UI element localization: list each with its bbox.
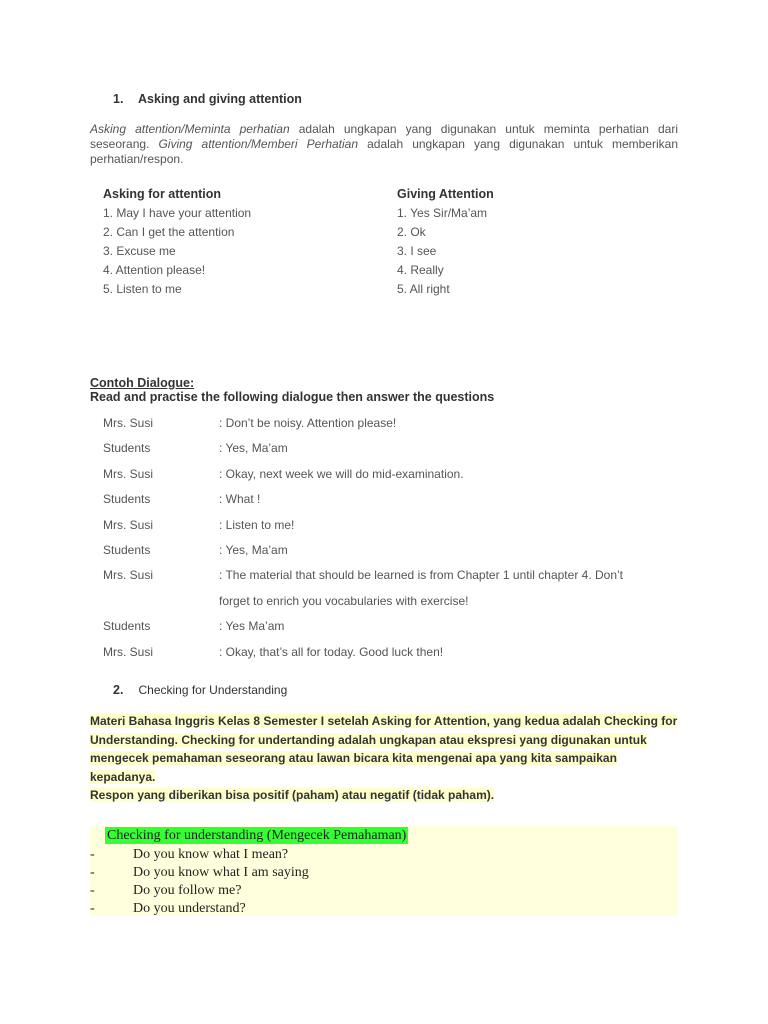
dialogue-speaker: Mrs. Susi xyxy=(103,517,154,532)
intro-text-1: adalah ungkapan yang digunakan untuk meminta perhatian dari seseorang. xyxy=(90,122,678,151)
dialogue-text: : Okay, that’s all for today. Good luck then! xyxy=(219,644,444,659)
section-2-paragraph xyxy=(90,712,678,805)
paragraph-line: Understanding. Checking for undertanding adalah ungkapan atau ekspresi yang digunakan untuk xyxy=(90,732,647,747)
bullet-dash: - xyxy=(90,865,95,880)
dialogue-line xyxy=(103,539,673,564)
asking-item: 4. Attention please! xyxy=(103,263,206,277)
giving-item: 3. I see xyxy=(397,244,437,258)
checking-item-text: Do you follow me? xyxy=(133,883,242,898)
giving-column xyxy=(397,186,494,300)
section-1-intro xyxy=(90,122,678,167)
giving-item: 1. Yes Sir/Ma’am xyxy=(397,206,488,220)
dialogue-line xyxy=(103,437,673,462)
dialogue-line xyxy=(103,590,673,615)
dialogue-line xyxy=(103,615,673,640)
paragraph-line: Respon yang diberikan bisa positif (paham) atau negatif (tidak paham). xyxy=(90,788,495,803)
dialogue-text: : Yes Ma’am xyxy=(219,619,285,634)
dialogue-speaker: Mrs. Susi xyxy=(103,644,154,659)
checking-item-text: Do you know what I mean? xyxy=(133,847,289,862)
dialogue-text: : Yes, Ma’am xyxy=(219,441,288,456)
bullet-dash: - xyxy=(90,847,95,862)
checking-item-text: Do you understand? xyxy=(133,901,246,916)
checking-item xyxy=(90,882,241,899)
checking-item xyxy=(90,900,246,917)
dialogue-title: Contoh Dialogue: xyxy=(90,376,195,390)
section-2-heading xyxy=(113,683,287,697)
dialogue-line xyxy=(103,463,673,488)
intro-term-giving: Giving attention/Memberi Perhatian xyxy=(158,137,359,151)
asking-column xyxy=(103,186,251,300)
asking-item: 3. Excuse me xyxy=(103,244,176,258)
dialogue xyxy=(103,412,673,666)
dialogue-speaker: Mrs. Susi xyxy=(103,416,154,430)
giving-item: 5. All right xyxy=(397,282,450,296)
giving-item: 2. Ok xyxy=(397,225,426,239)
paragraph-line: Materi Bahasa Inggris Kelas 8 Semester I setelah Asking for Attention, yang kedua adalah Checking for xyxy=(90,714,678,728)
dialogue-speaker: Students xyxy=(103,441,151,456)
dialogue-text: : Listen to me! xyxy=(219,517,295,532)
checking-box-title: Checking for understanding (Mengecek Pemahaman) xyxy=(107,828,407,843)
bullet-dash: - xyxy=(90,883,95,898)
intro-text-2: adalah ungkapan yang digunakan untuk memberikan perhatian/respon. xyxy=(90,137,678,166)
dialogue-speaker: Students xyxy=(103,619,151,634)
section-1-number: 1. xyxy=(113,92,124,106)
paragraph-line: mengecek pemahaman seseorang atau lawan bicara kita mengenai apa yang kita sampaikan kepadanya. xyxy=(90,751,617,784)
dialogue-text: : The material that should be learned is from Chapter 1 until chapter 4. Don’t xyxy=(219,568,623,583)
section-1-title: Asking and giving attention xyxy=(138,92,302,106)
dialogue-text: : Don’t be noisy. Attention please! xyxy=(219,416,397,430)
dialogue-text: : Okay, next week we will do mid-examination. xyxy=(219,466,464,481)
asking-item: 2. Can I get the attention xyxy=(103,225,235,239)
dialogue-line xyxy=(103,412,673,437)
checking-item xyxy=(90,864,309,881)
section-2-number: 2. xyxy=(113,683,124,697)
checking-item-text: Do you know what I am saying xyxy=(133,865,309,880)
section-2-title: Checking for Understanding xyxy=(138,683,288,697)
asking-heading: Asking for attention xyxy=(103,187,222,201)
dialogue-speaker: Mrs. Susi xyxy=(103,466,154,481)
checking-item xyxy=(90,846,288,863)
dialogue-instruction: Read and practise the following dialogue then answer the questions xyxy=(90,390,495,404)
dialogue-speaker: Students xyxy=(103,492,151,507)
dialogue-text: : What ! xyxy=(219,492,261,507)
dialogue-text: forget to enrich you vocabularies with exercise! xyxy=(219,593,469,608)
dialogue-line xyxy=(103,641,673,666)
giving-heading: Giving Attention xyxy=(397,187,494,201)
dialogue-speaker: Mrs. Susi xyxy=(103,568,154,583)
dialogue-speaker: Students xyxy=(103,542,151,557)
dialogue-line xyxy=(103,564,673,589)
bullet-dash: - xyxy=(90,901,95,916)
intro-term-asking: Asking attention/Meminta perhatian xyxy=(90,122,290,136)
asking-item: 5. Listen to me xyxy=(103,282,182,296)
dialogue-line xyxy=(103,488,673,513)
dialogue-text: : Yes, Ma’am xyxy=(219,542,288,557)
dialogue-line xyxy=(103,514,673,539)
giving-item: 4. Really xyxy=(397,263,444,277)
section-1-heading xyxy=(113,92,302,106)
asking-item: 1. May I have your attention xyxy=(103,206,252,220)
